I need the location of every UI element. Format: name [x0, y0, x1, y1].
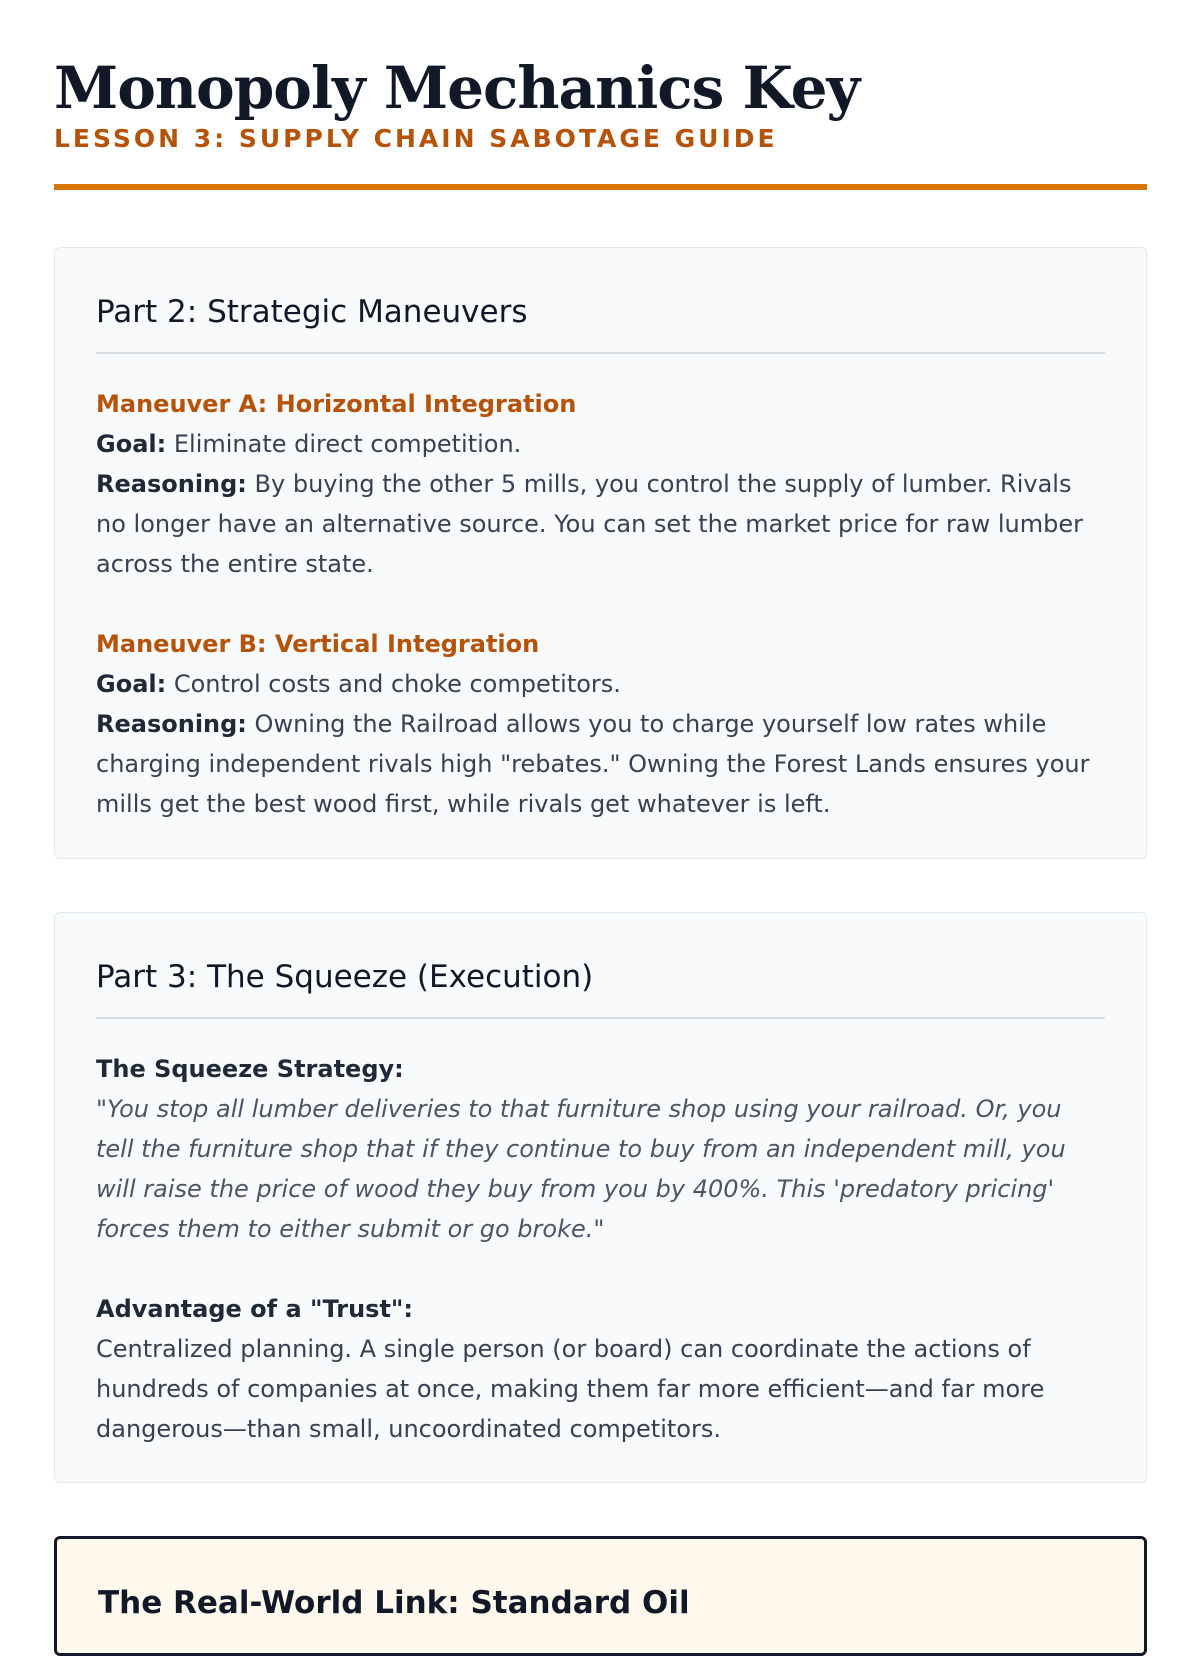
- goal-label: Goal:: [96, 670, 167, 698]
- squeeze-strategy-heading: The Squeeze Strategy:: [96, 1055, 404, 1083]
- squeeze-strategy-quote: "You stop all lumber deliveries to that furniture shop using your railroad. Or, you tell the furniture shop that if they continue to buy from an independent mill, you will raise the price of wood they buy from you by 400%. This 'predatory pricing' forces them to either submit or go broke.": [96, 1095, 1066, 1243]
- section-title: Part 2: Strategic Maneuvers: [96, 292, 1105, 354]
- goal-text: Control costs and choke competitors.: [173, 670, 621, 698]
- maneuver-a-goal: [96, 424, 1105, 464]
- document-page: [54, 0, 1147, 1621]
- section-title: Part 3: The Squeeze (Execution): [96, 957, 1105, 1019]
- maneuver-b-goal: [96, 664, 1105, 704]
- maneuver-a-reasoning: [96, 464, 1105, 584]
- maneuver-a: [96, 384, 1105, 584]
- trust-advantage: [96, 1289, 1105, 1449]
- trust-advantage-heading: Advantage of a "Trust":: [96, 1295, 414, 1323]
- reasoning-label: Reasoning:: [96, 710, 247, 738]
- squeeze-execution-card: [54, 912, 1147, 1483]
- squeeze-strategy: [96, 1049, 1105, 1249]
- document-header: [54, 0, 1147, 190]
- reasoning-text: Owning the Railroad allows you to charge yourself low rates while charging independent rivals high "rebates." Owning the Forest Lands ensures your mills get the best wood first, while rivals get whatever is left.: [96, 710, 1090, 818]
- page-title: Monopoly Mechanics Key: [54, 54, 860, 122]
- real-world-link-card: [54, 1536, 1147, 1656]
- maneuver-b-reasoning: [96, 704, 1105, 824]
- strategic-maneuvers-card: [54, 247, 1147, 859]
- page-subtitle: LESSON 3: SUPPLY CHAIN SABOTAGE GUIDE: [54, 124, 778, 153]
- maneuver-a-heading: Maneuver A: Horizontal Integration: [96, 390, 577, 418]
- goal-label: Goal:: [96, 430, 167, 458]
- maneuver-b: [96, 624, 1105, 824]
- reasoning-label: Reasoning:: [96, 470, 247, 498]
- reasoning-text: By buying the other 5 mills, you control the supply of lumber. Rivals no longer have an alternative source. You can set the market price for raw lumber across the entire state.: [96, 470, 1083, 578]
- section-title: The Real-World Link: Standard Oil: [98, 1585, 690, 1621]
- maneuver-b-heading: Maneuver B: Vertical Integration: [96, 630, 540, 658]
- goal-text: Eliminate direct competition.: [173, 430, 522, 458]
- trust-advantage-text: Centralized planning. A single person (or board) can coordinate the actions of hundreds of companies at once, making them far more efficient—and far more dangerous—than small, uncoordinated competitors.: [96, 1335, 1045, 1443]
